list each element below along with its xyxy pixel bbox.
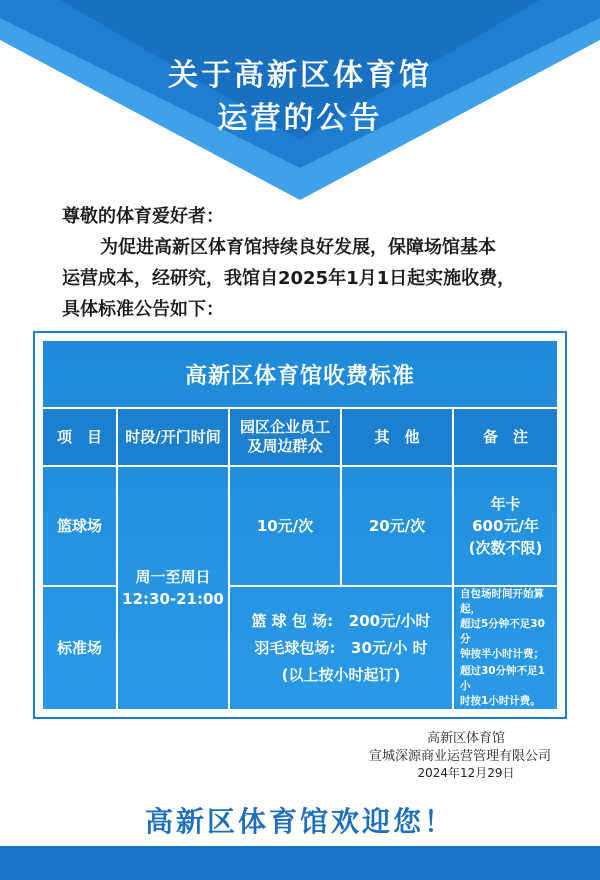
- header-staff: [230, 409, 342, 467]
- header-banner: [0, 0, 600, 200]
- notice-title-line1: 关于高新区体育馆: [168, 58, 432, 93]
- billing-note-line: 自包场时间开始算起，: [460, 588, 544, 615]
- basketball-package-price: 篮 球 包 场: 200元/小时: [251, 611, 431, 630]
- note-annual-card: 年卡: [490, 495, 521, 513]
- package-billing-note: [454, 587, 557, 709]
- time-days: 周一至周日: [135, 568, 211, 586]
- footer-bar: [0, 846, 600, 880]
- fee-table-frame: [33, 331, 567, 719]
- header-staff-line1: 园区企业员工: [239, 418, 330, 436]
- billing-note-line: 超过30分钟不足1小: [460, 665, 545, 692]
- package-prices: [230, 587, 454, 709]
- header-note: 备 注: [454, 409, 557, 467]
- fee-table: [43, 341, 557, 709]
- intro-line: 运营成本，经研究，我馆自2025年1月1日起实施收费，: [62, 268, 516, 289]
- header-time: 时段/开门时间: [118, 409, 230, 467]
- basketball-note: [454, 467, 557, 587]
- package-note: (以上按小时起订): [281, 665, 401, 684]
- notice-title-line2: 运营的公告: [217, 101, 383, 136]
- table-title: 高新区体育馆收费标准: [43, 341, 557, 409]
- row-label-standard: 标准场: [43, 587, 118, 709]
- header-item: 项 目: [43, 409, 118, 467]
- signature-date: 2024年12月29日: [417, 766, 515, 780]
- billing-note-line: 钟按半小时计费；: [460, 648, 544, 660]
- time-hours: 12:30-21:00: [122, 590, 224, 608]
- billing-note-line: 时按1小时计费。: [460, 695, 541, 707]
- row-label-basketball: 篮球场: [43, 467, 118, 587]
- note-annual-price: 600元/年: [472, 517, 539, 535]
- basketball-staff-price: 10元/次: [230, 467, 342, 587]
- time-cell: [118, 467, 230, 709]
- intro-paragraph: [62, 232, 562, 325]
- welcome-slogan: 高新区体育馆欢迎您！: [144, 805, 455, 838]
- badminton-package-price: 羽毛球包场: 30元/小 时: [254, 638, 428, 657]
- header-other: 其 他: [342, 409, 454, 467]
- note-unlimited: (次数不限): [468, 539, 543, 557]
- signature-company: 宣城深源商业运营管理有限公司: [368, 749, 551, 764]
- intro-line: 具体标准公告如下：: [62, 299, 224, 320]
- billing-note-line: 超过5分钟不足30分: [460, 618, 545, 645]
- intro-line: 为促进高新区体育馆持续良好发展，保障场馆基本: [100, 237, 496, 258]
- header-staff-line2: 及周边群众: [247, 437, 323, 455]
- greeting: 尊敬的体育爱好者：: [62, 206, 224, 227]
- signature-org: 高新区体育馆: [426, 731, 505, 746]
- basketball-other-price: 20元/次: [342, 467, 454, 587]
